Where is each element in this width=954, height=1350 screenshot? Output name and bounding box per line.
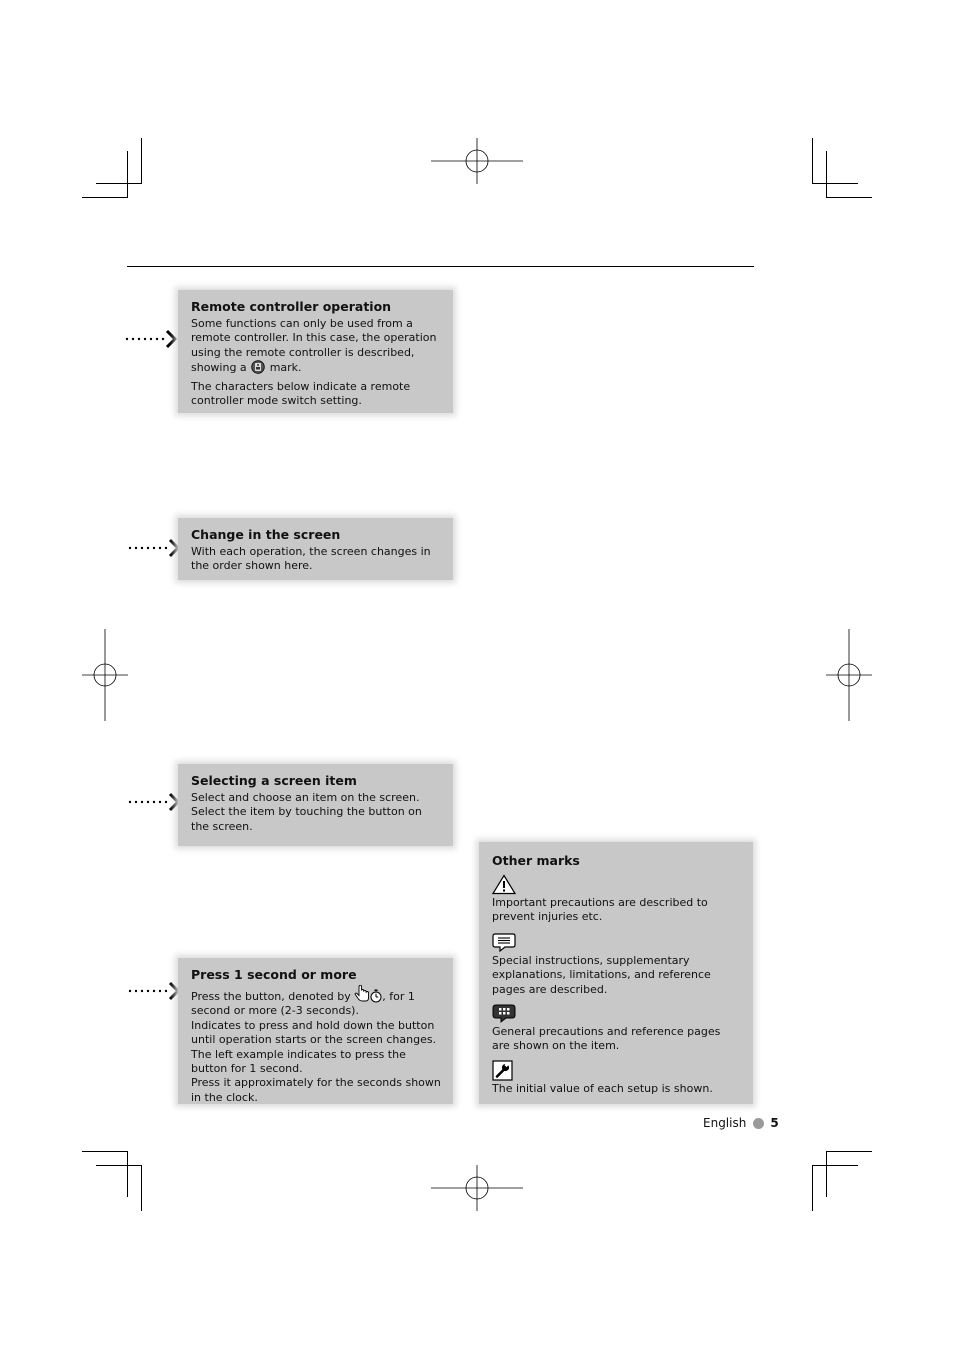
other-marks-box [479,842,753,1104]
crop-mark [812,183,858,184]
crop-mark [812,138,813,184]
section-title: Press 1 second or more [191,967,357,982]
registration-mark [431,1165,523,1211]
section-text: With each operation, the screen changes in the order shown here. [191,545,431,573]
page-footer [703,1115,779,1131]
crop-mark [812,1165,813,1211]
dotted-arrow-icon [128,792,180,812]
registration-mark [826,629,872,721]
crop-mark [127,1151,128,1197]
registration-mark [431,138,523,184]
section-text: Some functions can only be used from a remote controller. In this case, the operation using the remote controller is described, showing a mark. [191,317,437,375]
press-one-second-box [178,958,453,1104]
crop-mark [96,1165,142,1166]
warning-triangle-icon [492,874,516,895]
other-mark-text: Important precautions are described to prevent injuries etc. [492,896,708,924]
footer-language: English [703,1116,747,1130]
crop-mark [141,138,142,184]
crop-mark [82,197,128,198]
remote-controller-operation-box [178,290,453,413]
remote-controller-icon [250,360,266,374]
crop-mark [826,151,827,198]
section-title: Change in the screen [191,527,341,542]
dotted-arrow-icon [128,538,180,558]
section-text: The characters below indicate a remote controller mode switch setting. [191,379,411,408]
page-number: 5 [770,1116,779,1130]
section-title: Remote controller operation [191,299,392,314]
note-speech-bubble-icon [492,932,516,953]
reference-bubble-icon [492,1003,516,1024]
crop-mark [127,151,128,198]
crop-mark [826,197,872,198]
section-title: Selecting a screen item [191,773,357,788]
dotted-arrow-icon [128,981,180,1001]
dotted-arrow-icon [125,329,177,349]
wrench-icon [492,1060,514,1081]
crop-mark [141,1165,142,1211]
clock-icon [370,989,382,1003]
header-rule [127,266,754,267]
crop-mark [826,1151,872,1152]
hand-pointer-icon [354,985,370,1003]
change-in-the-screen-box [178,518,453,580]
other-mark-text: General precautions and reference pages are shown on the item. [492,1025,721,1053]
selecting-a-screen-item-box [178,764,453,846]
section-text: Press the button, denoted by , for 1 second or more (2-3 seconds). Indicates to press and hold down the button until operation starts or the screen changes. The left example indicates to press the button for 1 second. Press it approximately for the seconds shown in the clock. [191,985,441,1105]
bullet-dot-icon [753,1118,764,1129]
other-marks-title: Other marks [492,853,580,868]
other-mark-text: Special instructions, supplementary explanations, limitations, and reference pages are described. [492,953,711,996]
section-text: Select and choose an item on the screen. Select the item by touching the button on the screen. [191,791,422,833]
registration-mark [82,629,128,721]
crop-mark [826,1151,827,1197]
crop-mark [82,1151,128,1152]
other-mark-text: The initial value of each setup is shown. [492,1081,713,1095]
crop-mark [96,183,142,184]
crop-mark [812,1165,858,1166]
